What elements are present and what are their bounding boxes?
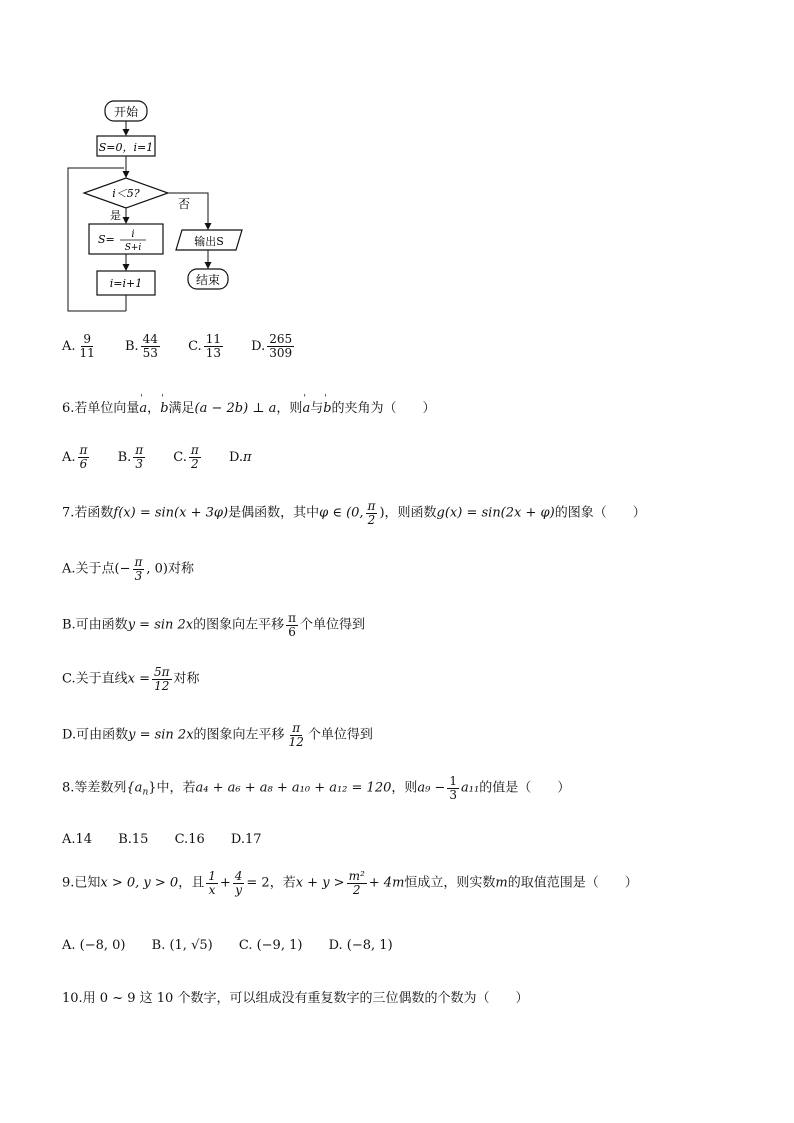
flow-increment-text: i=i+1 bbox=[109, 277, 143, 290]
svg-text:S+i: S+i bbox=[124, 243, 142, 253]
q6-option-b: B. $\frac{\pi}{3}$ bbox=[117, 443, 144, 471]
q6-stem: 6.若单位向量' a，' b满足(a − 2b) ⊥ a，则' a与' b的夹角为（ ） bbox=[62, 397, 436, 416]
q6-option-c: C. $\frac{\pi}{2}$ bbox=[173, 443, 199, 471]
flow-output-text: 输出S bbox=[194, 235, 224, 248]
q5-option-a: A. $\frac{9}{11}$ bbox=[62, 332, 95, 360]
q5-options bbox=[62, 333, 318, 359]
q7-option-b: B.可由函数y = sin 2x的图象向左平移 $\frac{\pi}{6}$ 个单位得到 bbox=[62, 611, 366, 639]
q8-options bbox=[62, 832, 284, 847]
q7-option-c: C.关于直线x = $\frac{5\pi}{12}$ 对称 bbox=[62, 665, 200, 693]
q6-option-a: A. $\frac{\pi}{6}$ bbox=[62, 443, 88, 471]
q5-option-b: B. $\frac{44}{53}$ bbox=[124, 332, 158, 360]
q5-option-c: C. $\frac{11}{13}$ bbox=[188, 332, 221, 360]
flow-condition-text: i＜5? bbox=[112, 187, 140, 200]
flow-yes-label: 是 bbox=[110, 209, 121, 222]
q7-option-a: A.关于点(− $\frac{\pi}{3}$ , 0)对称 bbox=[62, 555, 195, 583]
q8-option-d: D.17 bbox=[230, 832, 262, 847]
flow-end-text: 结束 bbox=[195, 273, 221, 287]
q7-option-d: D.可由函数y = sin 2x的图象向左平移 $\frac{\pi}{12}$ 个单位得到 bbox=[62, 721, 373, 749]
q9-option-a: A. (−8, 0) bbox=[62, 938, 126, 953]
q8-option-c: C.16 bbox=[174, 832, 205, 847]
flow-no-label: 否 bbox=[178, 197, 191, 211]
flow-init-text: S=0，i=1 bbox=[98, 141, 154, 154]
q8-option-b: B.15 bbox=[118, 832, 149, 847]
svg-text:i: i bbox=[131, 229, 135, 240]
q9-option-b: B. (1, √5) bbox=[151, 938, 213, 953]
q8-option-a: A.14 bbox=[62, 832, 93, 847]
q6-options bbox=[62, 444, 274, 470]
q10-stem: 10.用 0 ~ 9 这 10 个数字，可以组成没有重复数字的三位偶数的个数为（ ） bbox=[62, 991, 529, 1006]
q9-options bbox=[62, 938, 415, 953]
svg-text:S=: S= bbox=[98, 233, 115, 246]
q5-option-d: D. $\frac{265}{309}$ bbox=[251, 332, 293, 360]
q8-stem: 8.等差数列$\{a_n\}$中，若a₄ + a₆ + a₈ + a₁₀ + a₁₂ = 120，则a₉ − $\frac{1}{3}$ a₁₁的值是（ ） bbox=[62, 774, 571, 802]
q6-option-d: D. π bbox=[228, 449, 252, 465]
flowchart bbox=[60, 95, 260, 315]
q7-stem: 7.若函数f(x) = sin(x + 3φ)是偶函数，其中φ ∈ (0, $\frac{\pi}{2}$ )，则函数g(x) = sin(2x + φ)的图象（ ） bbox=[62, 499, 646, 527]
flow-start-text: 开始 bbox=[113, 105, 139, 119]
q9-option-d: D. (−8, 1) bbox=[328, 938, 393, 953]
q9-option-c: C. (−9, 1) bbox=[238, 938, 303, 953]
q9-stem: 9.已知x > 0, y > 0，且 $\frac{1}{x}$ + $\frac{4}{y}$ = 2，若x + y > $\frac{\text{m²}}{2}$ + 4m恒成立，则实数m的取值范围是（ ） bbox=[62, 869, 638, 897]
